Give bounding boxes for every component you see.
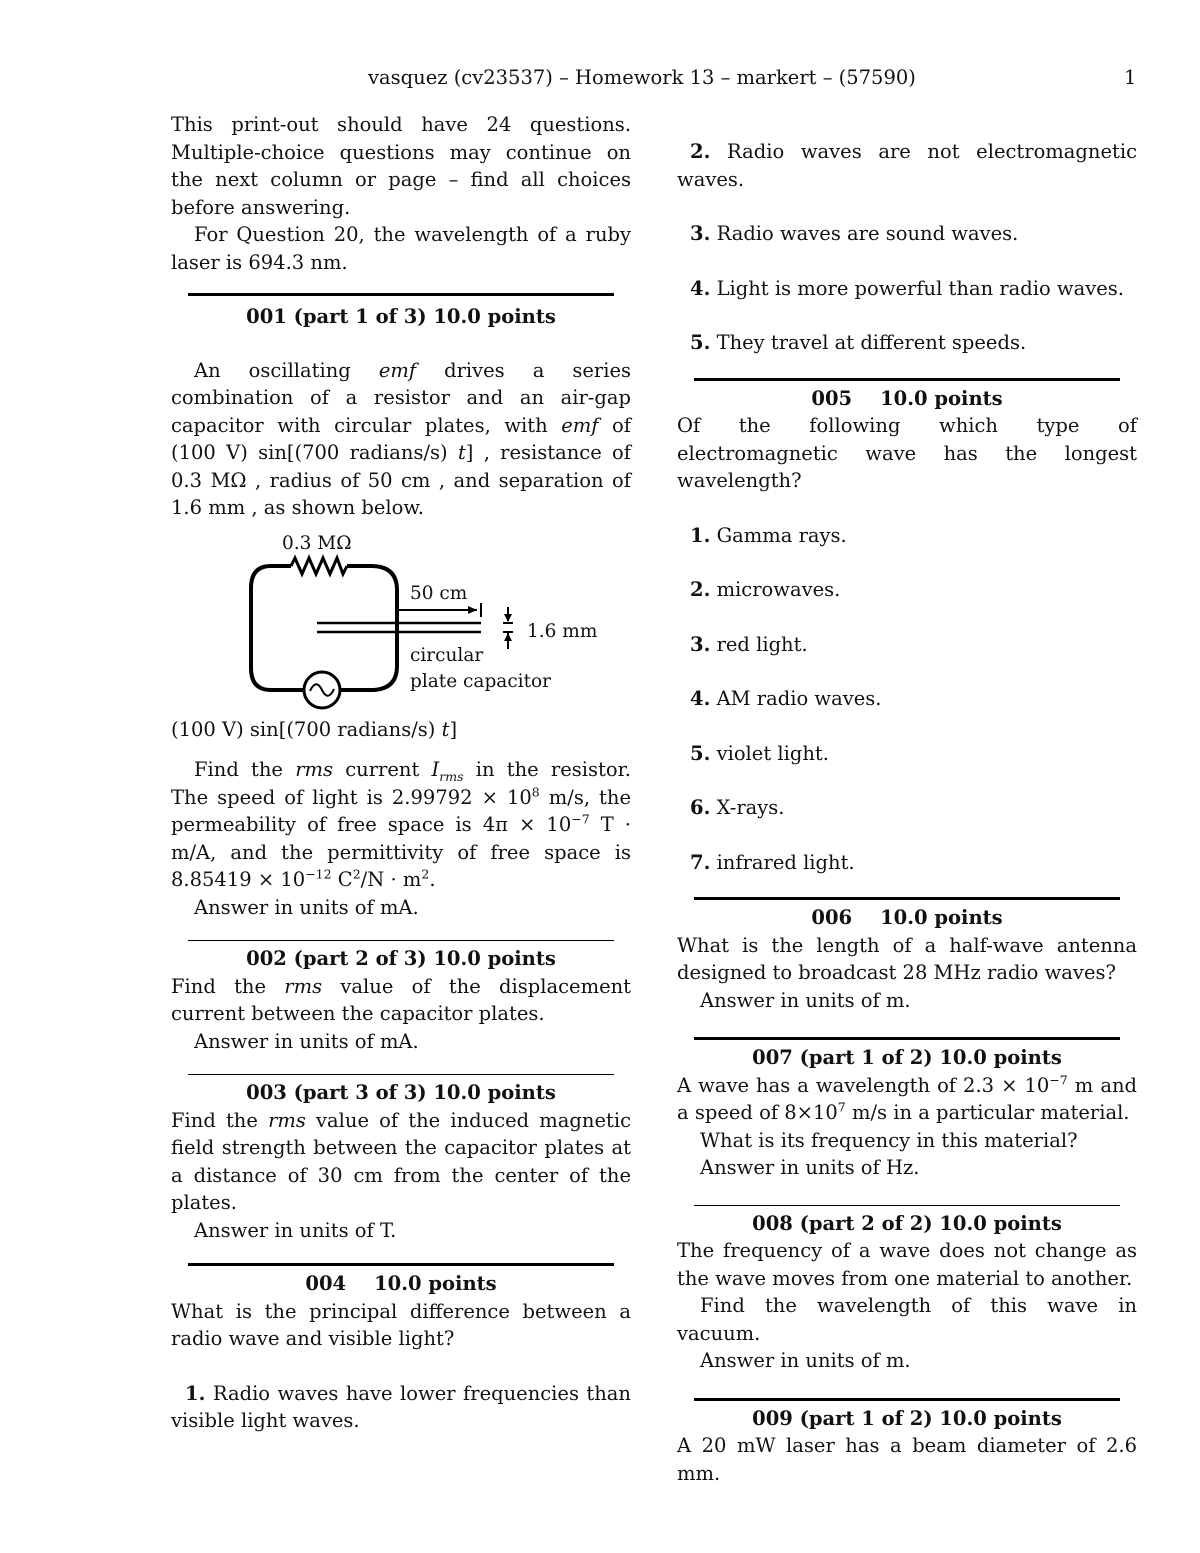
question-007-question: What is its frequency in this material? [700,1128,1078,1152]
q001-exponent: −12 [305,866,332,882]
choice-number: 1. [690,523,711,547]
capacitor-label-line1: circular [410,644,484,666]
question-007-text [677,1072,1137,1127]
q001-prompt-part: C [331,868,353,891]
question-004-number: 004 [305,1272,347,1295]
q001-t: t [457,441,466,464]
q001-rms: rms [295,758,334,781]
q003-text-part: value of the induced magnetic field strength between the capacitor plates at a distance of 30 cm from the center of the plates. [171,1108,632,1214]
question-divider [188,293,614,296]
question-divider [188,940,614,941]
q001-exponent: 2 [421,866,430,882]
q001-prompt-part: m/s, the permeability of free space is 4π × 10 [171,785,631,836]
choice-text: They travel at different speeds. [716,331,1027,354]
question-001-heading: 001 (part 1 of 3) 10.0 points [246,305,556,328]
question-divider [694,1398,1120,1401]
q001-text-part: ] , resistance of 0.3 MΩ , radius of 50 cm , and separation of 1.6 mm , as shown below. [171,441,632,519]
choice-number: 4. [690,687,711,710]
q007-exponent: 7 [837,1099,846,1115]
intro-paragraph: This print-out should have 24 questions. Multiple-choice questions may continue on the next column or page – find all choices before answering. [171,113,631,219]
q001-exponent: 8 [531,784,540,799]
radius-label: 50 cm [410,582,468,604]
source-label-text: ] [449,717,458,741]
question-divider [188,1263,614,1266]
choice-text: violet light. [716,741,829,765]
question-003-text [171,1107,631,1217]
choice-number: 5. [690,331,711,354]
resistor-label: 0.3 MΩ [282,532,352,554]
q001-prompt-part: T · m/A, and the permittivity of free space is 8.85419 × 10 [171,813,631,891]
question-004-heading [171,1270,631,1298]
q002-rms: rms [284,974,323,998]
right-column [677,110,1137,1487]
question-001-text [171,357,631,522]
q001-text-part: drives a series combination of a resistor and an air-gap capacitor with circular plates, with [171,358,632,437]
choice-item[interactable] [677,631,1137,659]
question-003-answer-units: Answer in units of T. [194,1218,397,1242]
source-label-t: t [441,717,450,741]
capacitor-label-line2: plate capacitor [410,670,552,692]
choice-number: 2. [690,140,711,163]
question-008-prompt: Find the wavelength of this wave in vacuum. [677,1294,1137,1345]
q001-exponent: −7 [571,811,590,827]
question-002-heading: 002 (part 2 of 3) 10.0 points [246,947,556,970]
choice-text: Radio waves have lower frequencies than visible light waves. [171,1381,631,1432]
choice-item[interactable] [677,685,1137,713]
document-title: vasquez (cv23537) – Homework 13 – markert – (57590) [368,66,916,89]
choice-number: 3. [690,222,711,245]
question-008-heading: 008 (part 2 of 2) 10.0 points [752,1211,1062,1235]
question-001-prompt [171,756,631,894]
q002-text-part: value of the displacement current between the capacitor plates. [171,974,632,1025]
choice-item[interactable] [677,275,1137,303]
q001-prompt-part: /N · m [360,868,422,891]
choice-number: 3. [690,632,711,656]
resistor-zigzag [291,558,347,574]
q001-prompt-part: Find the [194,758,296,781]
choice-number: 7. [690,850,711,874]
question-divider [694,1205,1120,1206]
q007-text-part: A wave has a wavelength of 2.3 × 10 [677,1073,1050,1097]
q002-text-part: Find the [171,974,285,998]
q001-current-subscript: rms [439,768,464,784]
choice-item[interactable] [677,794,1137,822]
question-divider [694,897,1120,900]
q001-exponent: 2 [352,866,361,882]
question-005-text: Of the following which type of electromagnetic wave has the longest wavelength? [677,414,1137,492]
choice-text: Gamma rays. [716,523,847,547]
q001-current-symbol: I [431,758,440,781]
question-divider [694,1037,1120,1040]
choice-text: Radio waves are not electromagnetic waves. [677,140,1137,191]
gap-label: 1.6 mm [527,620,598,642]
question-007-answer-units: Answer in units of Hz. [700,1156,920,1179]
choice-text: Radio waves are sound waves. [716,222,1019,245]
q003-text-part: Find the [171,1108,269,1132]
circuit-diagram [171,528,631,724]
choice-item[interactable] [677,138,1137,193]
question-005-number: 005 [811,386,853,410]
q001-prompt-part: current [333,758,432,781]
choice-item[interactable] [677,220,1137,248]
question-divider [694,378,1120,381]
question-divider [188,1074,614,1075]
question-006-heading [677,904,1137,932]
choice-text: microwaves. [716,578,841,601]
question-007-heading: 007 (part 1 of 2) 10.0 points [752,1046,1062,1069]
choice-item[interactable] [171,1380,631,1435]
question-009-text: A 20 mW laser has a beam diameter of 2.6 mm. [677,1434,1137,1485]
question-002-answer-units: Answer in units of mA. [194,1029,419,1053]
page-number: 1 [1124,66,1137,89]
choice-text: Light is more powerful than radio waves. [716,276,1125,300]
q007-exponent: −7 [1049,1072,1068,1087]
choice-text: X-rays. [716,796,785,819]
q001-text-part: An oscillating [194,358,379,382]
question-002-text [171,973,631,1028]
q003-rms: rms [268,1108,306,1132]
choice-item[interactable] [677,576,1137,604]
q007-text-part: m and a speed of 8×10 [677,1073,1137,1124]
page-header [0,64,1200,94]
choice-text: AM radio waves. [716,687,882,710]
choice-number: 5. [690,741,711,765]
question-004-text: What is the principal difference between a radio wave and visible light? [171,1299,631,1350]
q001-prompt-part: in the resistor. The speed of light is 2.99792 × 10 [171,758,631,809]
question-006-answer-units: Answer in units of m. [700,988,911,1012]
q007-text-part: m/s in a particular material. [845,1101,1130,1124]
question-006-number: 006 [811,906,853,929]
question-005-heading [677,385,1137,413]
left-column [171,110,631,1435]
question-003-heading: 003 (part 3 of 3) 10.0 points [246,1081,556,1104]
q001-emf: emf [378,358,417,382]
question-008-text: The frequency of a wave does not change as the wave moves from one material to another. [677,1239,1137,1290]
question-008-answer-units: Answer in units of m. [700,1349,911,1372]
question-009-heading: 009 (part 1 of 2) 10.0 points [752,1406,1062,1430]
choice-item[interactable] [677,522,1137,550]
intro-note: For Question 20, the wavelength of a ruby laser is 694.3 nm. [171,223,631,274]
question-006-points: 10.0 points [880,906,1003,929]
question-006-text: What is the length of a half-wave antenna designed to broadcast 28 MHz radio waves? [677,933,1137,984]
question-004-points: 10.0 points [374,1272,497,1295]
question-005-points: 10.0 points [880,386,1003,410]
choice-item[interactable] [677,740,1137,768]
choice-item[interactable] [677,329,1137,357]
source-label-text: (100 V) sin[(700 radians/s) [171,717,442,741]
choice-number: 2. [690,578,711,601]
q001-emf: emf [561,413,599,437]
choice-number: 6. [690,796,711,819]
choice-text: red light. [716,632,808,656]
choice-text: infrared light. [716,850,855,874]
choice-number: 4. [690,276,711,300]
q001-prompt-part: . [429,868,436,891]
q001-text-part: of (100 V) sin[(700 radians/s) [171,413,632,464]
choice-item[interactable] [677,849,1137,877]
choice-number: 1. [185,1381,206,1405]
question-001-answer-units: Answer in units of mA. [194,895,419,919]
